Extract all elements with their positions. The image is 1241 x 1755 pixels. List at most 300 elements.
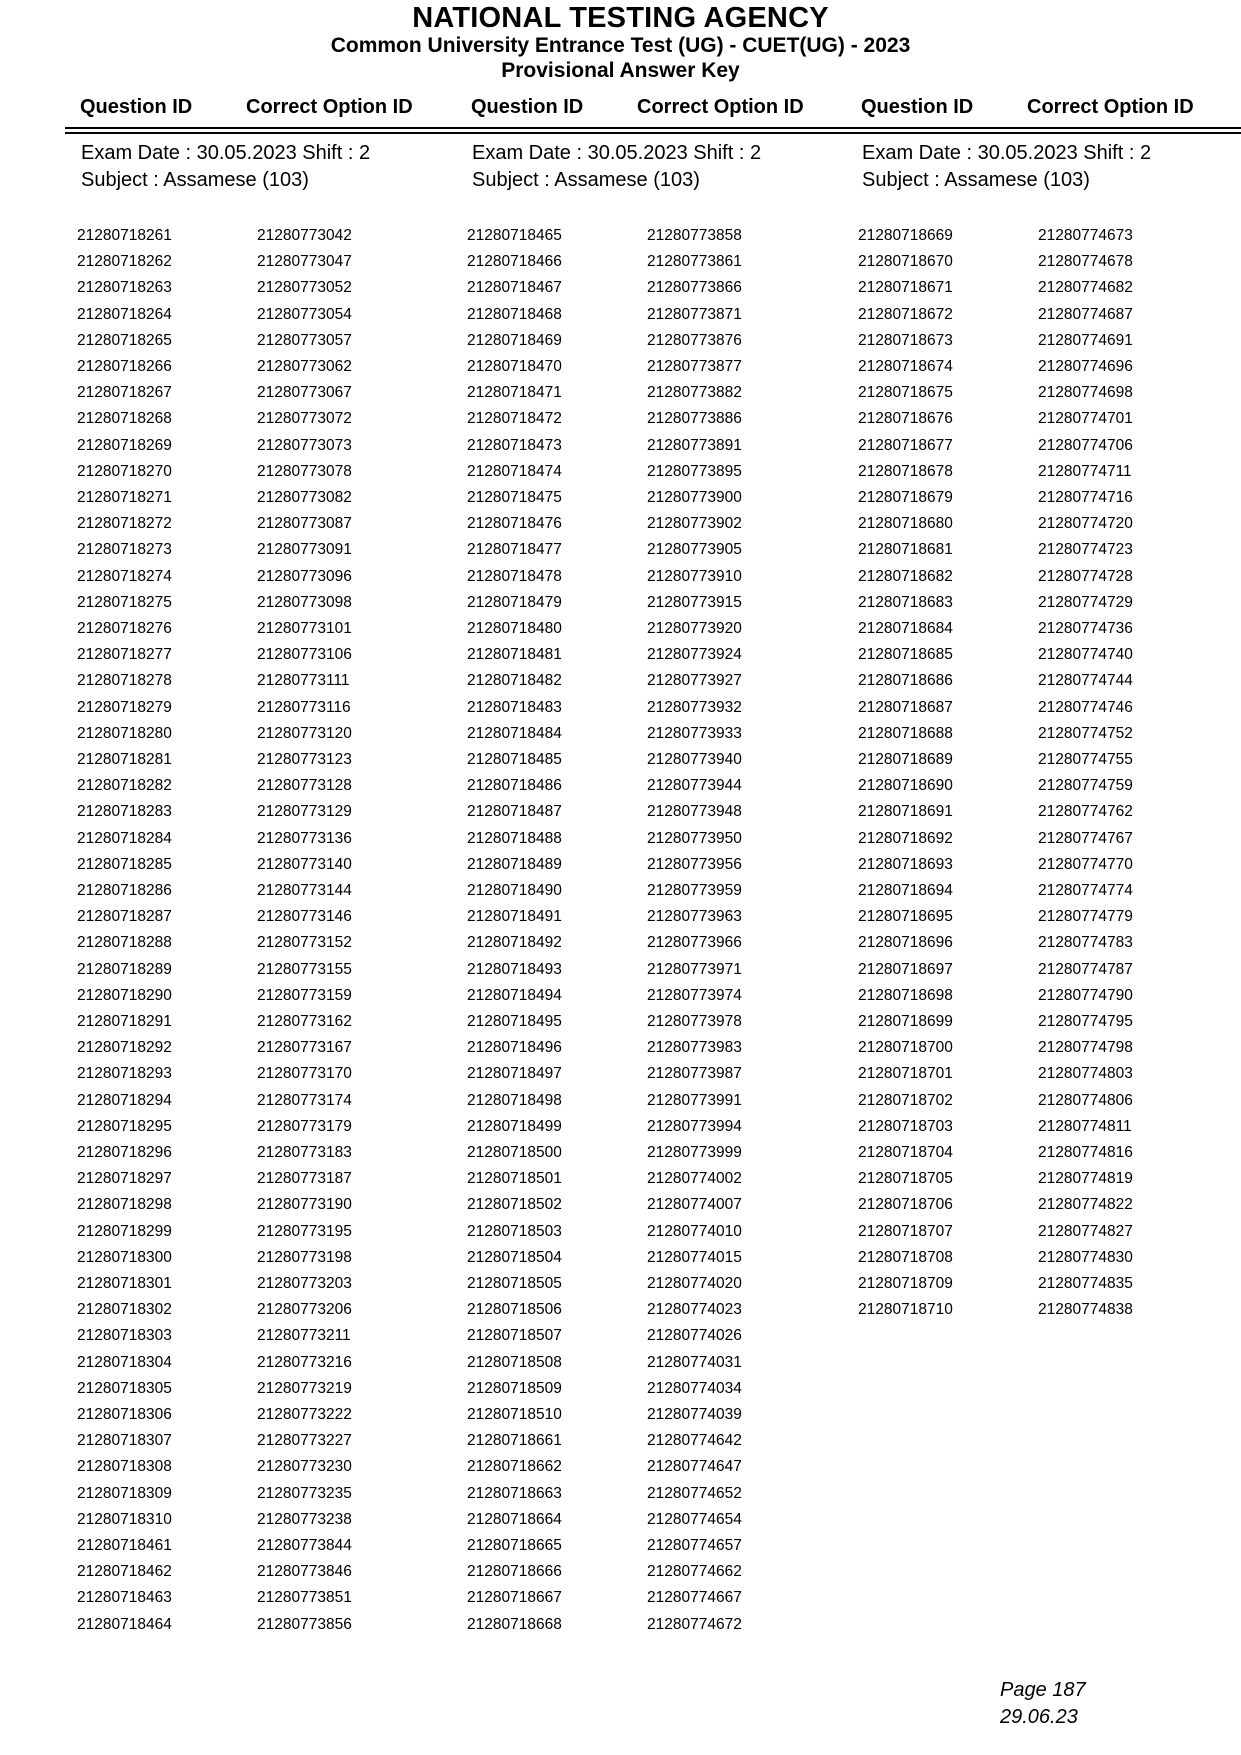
question-id: 21280718297 — [77, 1170, 172, 1188]
question-id: 21280718702 — [858, 1091, 953, 1109]
question-id: 21280718686 — [858, 672, 953, 690]
correct-option-id: 21280773062 — [257, 358, 352, 375]
correct-option-id: 21280773179 — [257, 1117, 352, 1135]
correct-option-id: 21280773052 — [257, 279, 352, 297]
question-id: 21280718264 — [77, 305, 172, 323]
question-id: 21280718485 — [467, 751, 562, 768]
correct-option-id: 21280773082 — [257, 489, 352, 506]
correct-option-id: 21280774706 — [1038, 436, 1133, 454]
correct-option-id: 21280773902 — [647, 515, 742, 533]
correct-option-id: 21280774755 — [1038, 751, 1133, 768]
subject: Subject : Assamese (103) — [862, 169, 1090, 191]
question-id: 21280718261 — [77, 227, 172, 244]
question-id: 21280718491 — [467, 908, 562, 926]
question-id: 21280718287 — [77, 908, 172, 926]
correct-option-id: 21280773106 — [257, 646, 352, 664]
correct-option-id: 21280773162 — [257, 1013, 352, 1030]
correct-option-id: 21280773216 — [257, 1353, 352, 1371]
question-id: 21280718482 — [467, 672, 562, 690]
question-id: 21280718706 — [858, 1196, 953, 1214]
correct-option-id: 21280773101 — [257, 620, 352, 637]
question-id: 21280718268 — [77, 410, 172, 428]
question-id: 21280718672 — [858, 305, 953, 323]
question-id: 21280718668 — [467, 1615, 562, 1633]
question-id: 21280718473 — [467, 436, 562, 454]
correct-option-id: 21280773920 — [647, 620, 742, 637]
correct-option-id: 21280774787 — [1038, 960, 1133, 978]
exam-date-shift: Exam Date : 30.05.2023 Shift : 2 — [81, 142, 371, 164]
correct-option-id: 21280773238 — [257, 1510, 352, 1528]
correct-option-id: 21280774779 — [1038, 908, 1133, 926]
question-id: 21280718500 — [467, 1144, 562, 1161]
correct-option-id: 21280773991 — [647, 1091, 742, 1109]
correct-option-id: 21280774835 — [1038, 1275, 1133, 1292]
question-id: 21280718662 — [467, 1458, 562, 1476]
question-id: 21280718470 — [467, 358, 562, 375]
correct-option-id: 21280773123 — [257, 751, 352, 768]
correct-option-id: 21280774803 — [1038, 1065, 1133, 1083]
question-id: 21280718499 — [467, 1117, 562, 1135]
correct-option-id: 21280773987 — [647, 1065, 742, 1083]
correct-option-id: 21280774728 — [1038, 567, 1133, 585]
question-id: 21280718691 — [858, 803, 953, 821]
correct-option-id: 21280774691 — [1038, 331, 1133, 349]
question-id: 21280718478 — [467, 567, 562, 585]
correct-option-id: 21280774798 — [1038, 1039, 1133, 1057]
correct-option-id: 21280774642 — [647, 1432, 742, 1450]
correct-option-id: 21280773924 — [647, 646, 742, 664]
correct-option-id: 21280773111 — [257, 672, 350, 690]
question-id: 21280718696 — [858, 934, 953, 952]
question-id: 21280718669 — [858, 227, 953, 244]
column-header-correct-option-id-2: Correct Option ID — [637, 96, 804, 118]
question-id: 21280718700 — [858, 1039, 953, 1057]
correct-option-id: 21280773844 — [257, 1537, 352, 1554]
question-id: 21280718496 — [467, 1039, 562, 1057]
question-id: 21280718661 — [467, 1432, 562, 1450]
correct-option-id: 21280773047 — [257, 253, 352, 271]
question-id: 21280718273 — [77, 541, 172, 559]
question-id: 21280718698 — [858, 986, 953, 1004]
correct-option-id: 21280773170 — [257, 1065, 352, 1083]
question-id: 21280718308 — [77, 1458, 172, 1476]
block-header-3 — [862, 140, 1151, 194]
header-rule-bottom — [65, 132, 1241, 134]
correct-option-id: 21280773940 — [647, 751, 742, 768]
correct-option-id: 21280774034 — [647, 1379, 742, 1397]
question-id: 21280718461 — [77, 1537, 172, 1554]
question-id: 21280718693 — [858, 855, 953, 873]
question-id: 21280718665 — [467, 1537, 562, 1554]
correct-option-id: 21280774767 — [1038, 829, 1133, 847]
column-header-correct-option-id-3: Correct Option ID — [1027, 96, 1194, 118]
correct-option-id: 21280774673 — [1038, 227, 1133, 244]
correct-option-id: 21280774667 — [647, 1589, 742, 1607]
question-id: 21280718685 — [858, 646, 953, 664]
question-id: 21280718288 — [77, 934, 172, 952]
question-id: 21280718301 — [77, 1275, 172, 1292]
correct-option-id: 21280774020 — [647, 1275, 742, 1292]
question-id: 21280718270 — [77, 462, 172, 480]
question-id: 21280718688 — [858, 724, 953, 742]
correct-option-id: 21280773851 — [257, 1589, 352, 1607]
question-id: 21280718267 — [77, 384, 172, 402]
question-id: 21280718494 — [467, 986, 562, 1004]
correct-option-id: 21280773915 — [647, 593, 742, 611]
question-id: 21280718488 — [467, 829, 562, 847]
question-id: 21280718285 — [77, 855, 172, 873]
question-id: 21280718272 — [77, 515, 172, 533]
question-id: 21280718468 — [467, 305, 562, 323]
subject: Subject : Assamese (103) — [81, 169, 309, 191]
question-id: 21280718466 — [467, 253, 562, 271]
question-id: 21280718708 — [858, 1248, 953, 1266]
question-id: 21280718277 — [77, 646, 172, 664]
correct-option-id: 21280774744 — [1038, 672, 1133, 690]
question-id: 21280718671 — [858, 279, 953, 297]
correct-option-id: 21280774806 — [1038, 1091, 1133, 1109]
question-id: 21280718469 — [467, 331, 562, 349]
question-id: 21280718504 — [467, 1248, 562, 1266]
question-id: 21280718290 — [77, 986, 172, 1004]
question-id: 21280718474 — [467, 462, 562, 480]
block-header-2 — [472, 140, 761, 194]
correct-option-id: 21280774736 — [1038, 620, 1133, 637]
correct-option-id: 21280773087 — [257, 515, 352, 533]
agency-title: NATIONAL TESTING AGENCY — [412, 2, 829, 34]
correct-option-id: 21280773167 — [257, 1039, 352, 1057]
question-id: 21280718705 — [858, 1170, 953, 1188]
correct-option-id: 21280773959 — [647, 882, 742, 899]
column-header-correct-option-id-1: Correct Option ID — [246, 96, 413, 118]
question-id: 21280718502 — [467, 1196, 562, 1214]
correct-option-id: 21280773891 — [647, 436, 742, 454]
question-id: 21280718680 — [858, 515, 953, 533]
question-id: 21280718464 — [77, 1615, 172, 1633]
correct-option-id: 21280773948 — [647, 803, 742, 821]
correct-option-id: 21280774023 — [647, 1301, 742, 1319]
correct-option-id: 21280773983 — [647, 1039, 742, 1057]
correct-option-id: 21280773966 — [647, 934, 742, 952]
question-id: 21280718676 — [858, 410, 953, 428]
question-id: 21280718467 — [467, 279, 562, 297]
correct-option-id: 21280774002 — [647, 1170, 742, 1188]
question-id: 21280718475 — [467, 489, 562, 506]
question-id: 21280718274 — [77, 567, 172, 585]
correct-option-id: 21280774039 — [647, 1406, 742, 1423]
question-id: 21280718498 — [467, 1091, 562, 1109]
question-id: 21280718679 — [858, 489, 953, 506]
correct-option-id: 21280773146 — [257, 908, 352, 926]
correct-option-id: 21280773183 — [257, 1144, 352, 1161]
question-id: 21280718286 — [77, 882, 172, 899]
question-id: 21280718489 — [467, 855, 562, 873]
correct-option-id: 21280773206 — [257, 1301, 352, 1319]
question-id: 21280718687 — [858, 698, 953, 716]
correct-option-id: 21280773866 — [647, 279, 742, 297]
question-id: 21280718480 — [467, 620, 562, 637]
correct-option-id: 21280773096 — [257, 567, 352, 585]
question-id: 21280718465 — [467, 227, 562, 244]
question-id: 21280718289 — [77, 960, 172, 978]
correct-option-id: 21280773876 — [647, 331, 742, 349]
question-id: 21280718484 — [467, 724, 562, 742]
question-id: 21280718271 — [77, 489, 172, 506]
correct-option-id: 21280773933 — [647, 724, 742, 742]
correct-option-id: 21280774701 — [1038, 410, 1133, 428]
correct-option-id: 21280773856 — [257, 1615, 352, 1633]
question-id: 21280718295 — [77, 1117, 172, 1135]
column-header-question-id-1: Question ID — [80, 96, 193, 118]
question-id: 21280718670 — [858, 253, 953, 271]
question-id: 21280718283 — [77, 803, 172, 821]
question-id: 21280718681 — [858, 541, 953, 559]
question-id: 21280718279 — [77, 698, 172, 716]
correct-option-id: 21280773187 — [257, 1170, 352, 1188]
question-id: 21280718304 — [77, 1353, 172, 1371]
question-id: 21280718695 — [858, 908, 953, 926]
question-id: 21280718284 — [77, 829, 172, 847]
question-id: 21280718694 — [858, 882, 953, 899]
correct-option-id: 21280774662 — [647, 1563, 742, 1581]
correct-option-id: 21280774827 — [1038, 1222, 1133, 1240]
correct-option-id: 21280774657 — [647, 1537, 742, 1554]
correct-option-id: 21280774698 — [1038, 384, 1133, 402]
correct-option-id: 21280773078 — [257, 462, 352, 480]
question-id: 21280718303 — [77, 1327, 172, 1345]
subject: Subject : Assamese (103) — [472, 169, 700, 191]
question-id: 21280718310 — [77, 1510, 172, 1528]
correct-option-id: 21280774822 — [1038, 1196, 1133, 1214]
question-id: 21280718704 — [858, 1144, 953, 1161]
footer-date: 29.06.23 — [1000, 1706, 1078, 1728]
correct-option-id: 21280774795 — [1038, 1013, 1133, 1030]
correct-option-id: 21280774746 — [1038, 698, 1133, 716]
correct-option-id: 21280774031 — [647, 1353, 742, 1371]
question-id: 21280718509 — [467, 1379, 562, 1397]
question-id: 21280718463 — [77, 1589, 172, 1607]
correct-option-id: 21280773098 — [257, 593, 352, 611]
exam-date-shift: Exam Date : 30.05.2023 Shift : 2 — [472, 142, 762, 164]
question-id: 21280718294 — [77, 1091, 172, 1109]
question-id: 21280718269 — [77, 436, 172, 454]
correct-option-id: 21280773174 — [257, 1091, 352, 1109]
question-id: 21280718683 — [858, 593, 953, 611]
correct-option-id: 21280773136 — [257, 829, 352, 847]
question-id: 21280718462 — [77, 1563, 172, 1581]
correct-option-id: 21280774015 — [647, 1248, 742, 1266]
correct-option-id: 21280774652 — [647, 1484, 742, 1502]
correct-option-id: 21280773144 — [257, 882, 352, 899]
question-id: 21280718302 — [77, 1301, 172, 1319]
question-id: 21280718293 — [77, 1065, 172, 1083]
question-id: 21280718667 — [467, 1589, 562, 1607]
document-title: Provisional Answer Key — [501, 59, 740, 82]
question-id: 21280718673 — [858, 331, 953, 349]
correct-option-id: 21280773963 — [647, 908, 742, 926]
question-id: 21280718697 — [858, 960, 953, 978]
question-id: 21280718490 — [467, 882, 562, 899]
correct-option-id: 21280773227 — [257, 1432, 352, 1450]
correct-option-id: 21280773211 — [257, 1327, 351, 1345]
question-id: 21280718281 — [77, 751, 172, 768]
correct-option-id: 21280773116 — [257, 698, 351, 716]
correct-option-id: 21280774740 — [1038, 646, 1133, 664]
correct-option-id: 21280774774 — [1038, 882, 1133, 899]
correct-option-id: 21280773950 — [647, 829, 742, 847]
question-id: 21280718265 — [77, 331, 172, 349]
exam-date-shift: Exam Date : 30.05.2023 Shift : 2 — [862, 142, 1152, 164]
question-id: 21280718503 — [467, 1222, 562, 1240]
correct-option-id: 21280774682 — [1038, 279, 1133, 297]
question-id: 21280718275 — [77, 593, 172, 611]
question-id: 21280718305 — [77, 1379, 172, 1397]
correct-option-id: 21280773129 — [257, 803, 352, 821]
correct-option-id: 21280774729 — [1038, 593, 1133, 611]
correct-option-id: 21280774678 — [1038, 253, 1133, 271]
correct-option-id: 21280774838 — [1038, 1301, 1133, 1319]
correct-option-id: 21280773152 — [257, 934, 352, 952]
question-id: 21280718699 — [858, 1013, 953, 1030]
question-id: 21280718280 — [77, 724, 172, 742]
correct-option-id: 21280774026 — [647, 1327, 742, 1345]
question-id: 21280718282 — [77, 777, 172, 795]
correct-option-id: 21280774007 — [647, 1196, 742, 1214]
question-id: 21280718678 — [858, 462, 953, 480]
question-id: 21280718472 — [467, 410, 562, 428]
question-id: 21280718510 — [467, 1406, 562, 1423]
correct-option-id: 21280773195 — [257, 1222, 352, 1240]
correct-option-id: 21280773994 — [647, 1117, 742, 1135]
question-id: 21280718307 — [77, 1432, 172, 1450]
correct-option-id: 21280773956 — [647, 855, 742, 873]
correct-option-id: 21280773861 — [647, 253, 742, 271]
correct-option-id: 21280773067 — [257, 384, 352, 402]
exam-title: Common University Entrance Test (UG) - CUET(UG) - 2023 — [330, 34, 911, 57]
correct-option-id: 21280773203 — [257, 1275, 352, 1292]
correct-option-id: 21280774762 — [1038, 803, 1133, 821]
correct-option-id: 21280773900 — [647, 489, 742, 506]
question-id: 21280718471 — [467, 384, 562, 402]
correct-option-id: 21280773235 — [257, 1484, 352, 1502]
question-id: 21280718689 — [858, 751, 953, 768]
correct-option-id: 21280773886 — [647, 410, 742, 428]
correct-option-id: 21280774010 — [647, 1222, 742, 1240]
question-id: 21280718493 — [467, 960, 562, 978]
question-id: 21280718296 — [77, 1144, 172, 1161]
correct-option-id: 21280774783 — [1038, 934, 1133, 952]
question-id: 21280718492 — [467, 934, 562, 952]
correct-option-id: 21280774759 — [1038, 777, 1133, 795]
correct-option-id: 21280774819 — [1038, 1170, 1133, 1188]
correct-option-id: 21280773877 — [647, 358, 742, 375]
question-id: 21280718495 — [467, 1013, 562, 1030]
question-id: 21280718682 — [858, 567, 953, 585]
question-id: 21280718664 — [467, 1510, 562, 1528]
correct-option-id: 21280774720 — [1038, 515, 1133, 533]
question-id: 21280718506 — [467, 1301, 562, 1319]
correct-option-id: 21280774723 — [1038, 541, 1133, 559]
question-id: 21280718675 — [858, 384, 953, 402]
question-id: 21280718481 — [467, 646, 562, 664]
correct-option-id: 21280773932 — [647, 698, 742, 716]
question-id: 21280718291 — [77, 1013, 172, 1030]
correct-option-id: 21280773072 — [257, 410, 352, 428]
column-header-question-id-3: Question ID — [861, 96, 974, 118]
correct-option-id: 21280774696 — [1038, 358, 1133, 375]
correct-option-id: 21280774830 — [1038, 1248, 1133, 1266]
page-footer — [1000, 1677, 1086, 1731]
question-id: 21280718306 — [77, 1406, 172, 1423]
question-id: 21280718299 — [77, 1222, 172, 1240]
correct-option-id: 21280773159 — [257, 986, 352, 1004]
correct-option-id: 21280773057 — [257, 331, 352, 349]
question-id: 21280718298 — [77, 1196, 172, 1214]
question-id: 21280718701 — [858, 1065, 953, 1083]
question-id: 21280718309 — [77, 1484, 172, 1502]
header-rule-top — [65, 127, 1241, 129]
correct-option-id: 21280773971 — [647, 960, 742, 978]
correct-option-id: 21280773905 — [647, 541, 742, 559]
correct-option-id: 21280773042 — [257, 227, 352, 244]
question-id: 21280718476 — [467, 515, 562, 533]
question-id: 21280718703 — [858, 1117, 953, 1135]
question-id: 21280718674 — [858, 358, 953, 375]
correct-option-id: 21280773230 — [257, 1458, 352, 1476]
correct-option-id: 21280773895 — [647, 462, 742, 480]
question-id: 21280718709 — [858, 1275, 953, 1292]
question-id: 21280718684 — [858, 620, 953, 637]
question-id: 21280718263 — [77, 279, 172, 297]
question-id: 21280718479 — [467, 593, 562, 611]
question-id: 21280718690 — [858, 777, 953, 795]
question-id: 21280718666 — [467, 1563, 562, 1581]
correct-option-id: 21280774811 — [1038, 1117, 1132, 1135]
question-id: 21280718487 — [467, 803, 562, 821]
correct-option-id: 21280774647 — [647, 1458, 742, 1476]
column-header-question-id-2: Question ID — [471, 96, 584, 118]
question-id: 21280718497 — [467, 1065, 562, 1083]
question-id: 21280718710 — [858, 1301, 953, 1319]
correct-option-id: 21280773999 — [647, 1144, 742, 1161]
question-id: 21280718483 — [467, 698, 562, 716]
correct-option-id: 21280773190 — [257, 1196, 352, 1214]
correct-option-id: 21280773910 — [647, 567, 742, 585]
correct-option-id: 21280774770 — [1038, 855, 1133, 873]
question-id: 21280718262 — [77, 253, 172, 271]
question-id: 21280718677 — [858, 436, 953, 454]
question-id: 21280718477 — [467, 541, 562, 559]
correct-option-id: 21280773871 — [647, 305, 742, 323]
correct-option-id: 21280774716 — [1038, 489, 1133, 506]
block-header-1 — [81, 140, 370, 194]
question-id: 21280718505 — [467, 1275, 562, 1292]
correct-option-id: 21280773128 — [257, 777, 352, 795]
correct-option-id: 21280773846 — [257, 1563, 352, 1581]
question-id: 21280718486 — [467, 777, 562, 795]
question-id: 21280718508 — [467, 1353, 562, 1371]
correct-option-id: 21280773882 — [647, 384, 742, 402]
correct-option-id: 21280773120 — [257, 724, 352, 742]
question-id: 21280718266 — [77, 358, 172, 375]
question-id: 21280718300 — [77, 1248, 172, 1266]
question-id: 21280718692 — [858, 829, 953, 847]
correct-option-id: 21280773927 — [647, 672, 742, 690]
correct-option-id: 21280773054 — [257, 305, 352, 323]
question-id: 21280718292 — [77, 1039, 172, 1057]
question-id: 21280718507 — [467, 1327, 562, 1345]
correct-option-id: 21280773219 — [257, 1379, 352, 1397]
